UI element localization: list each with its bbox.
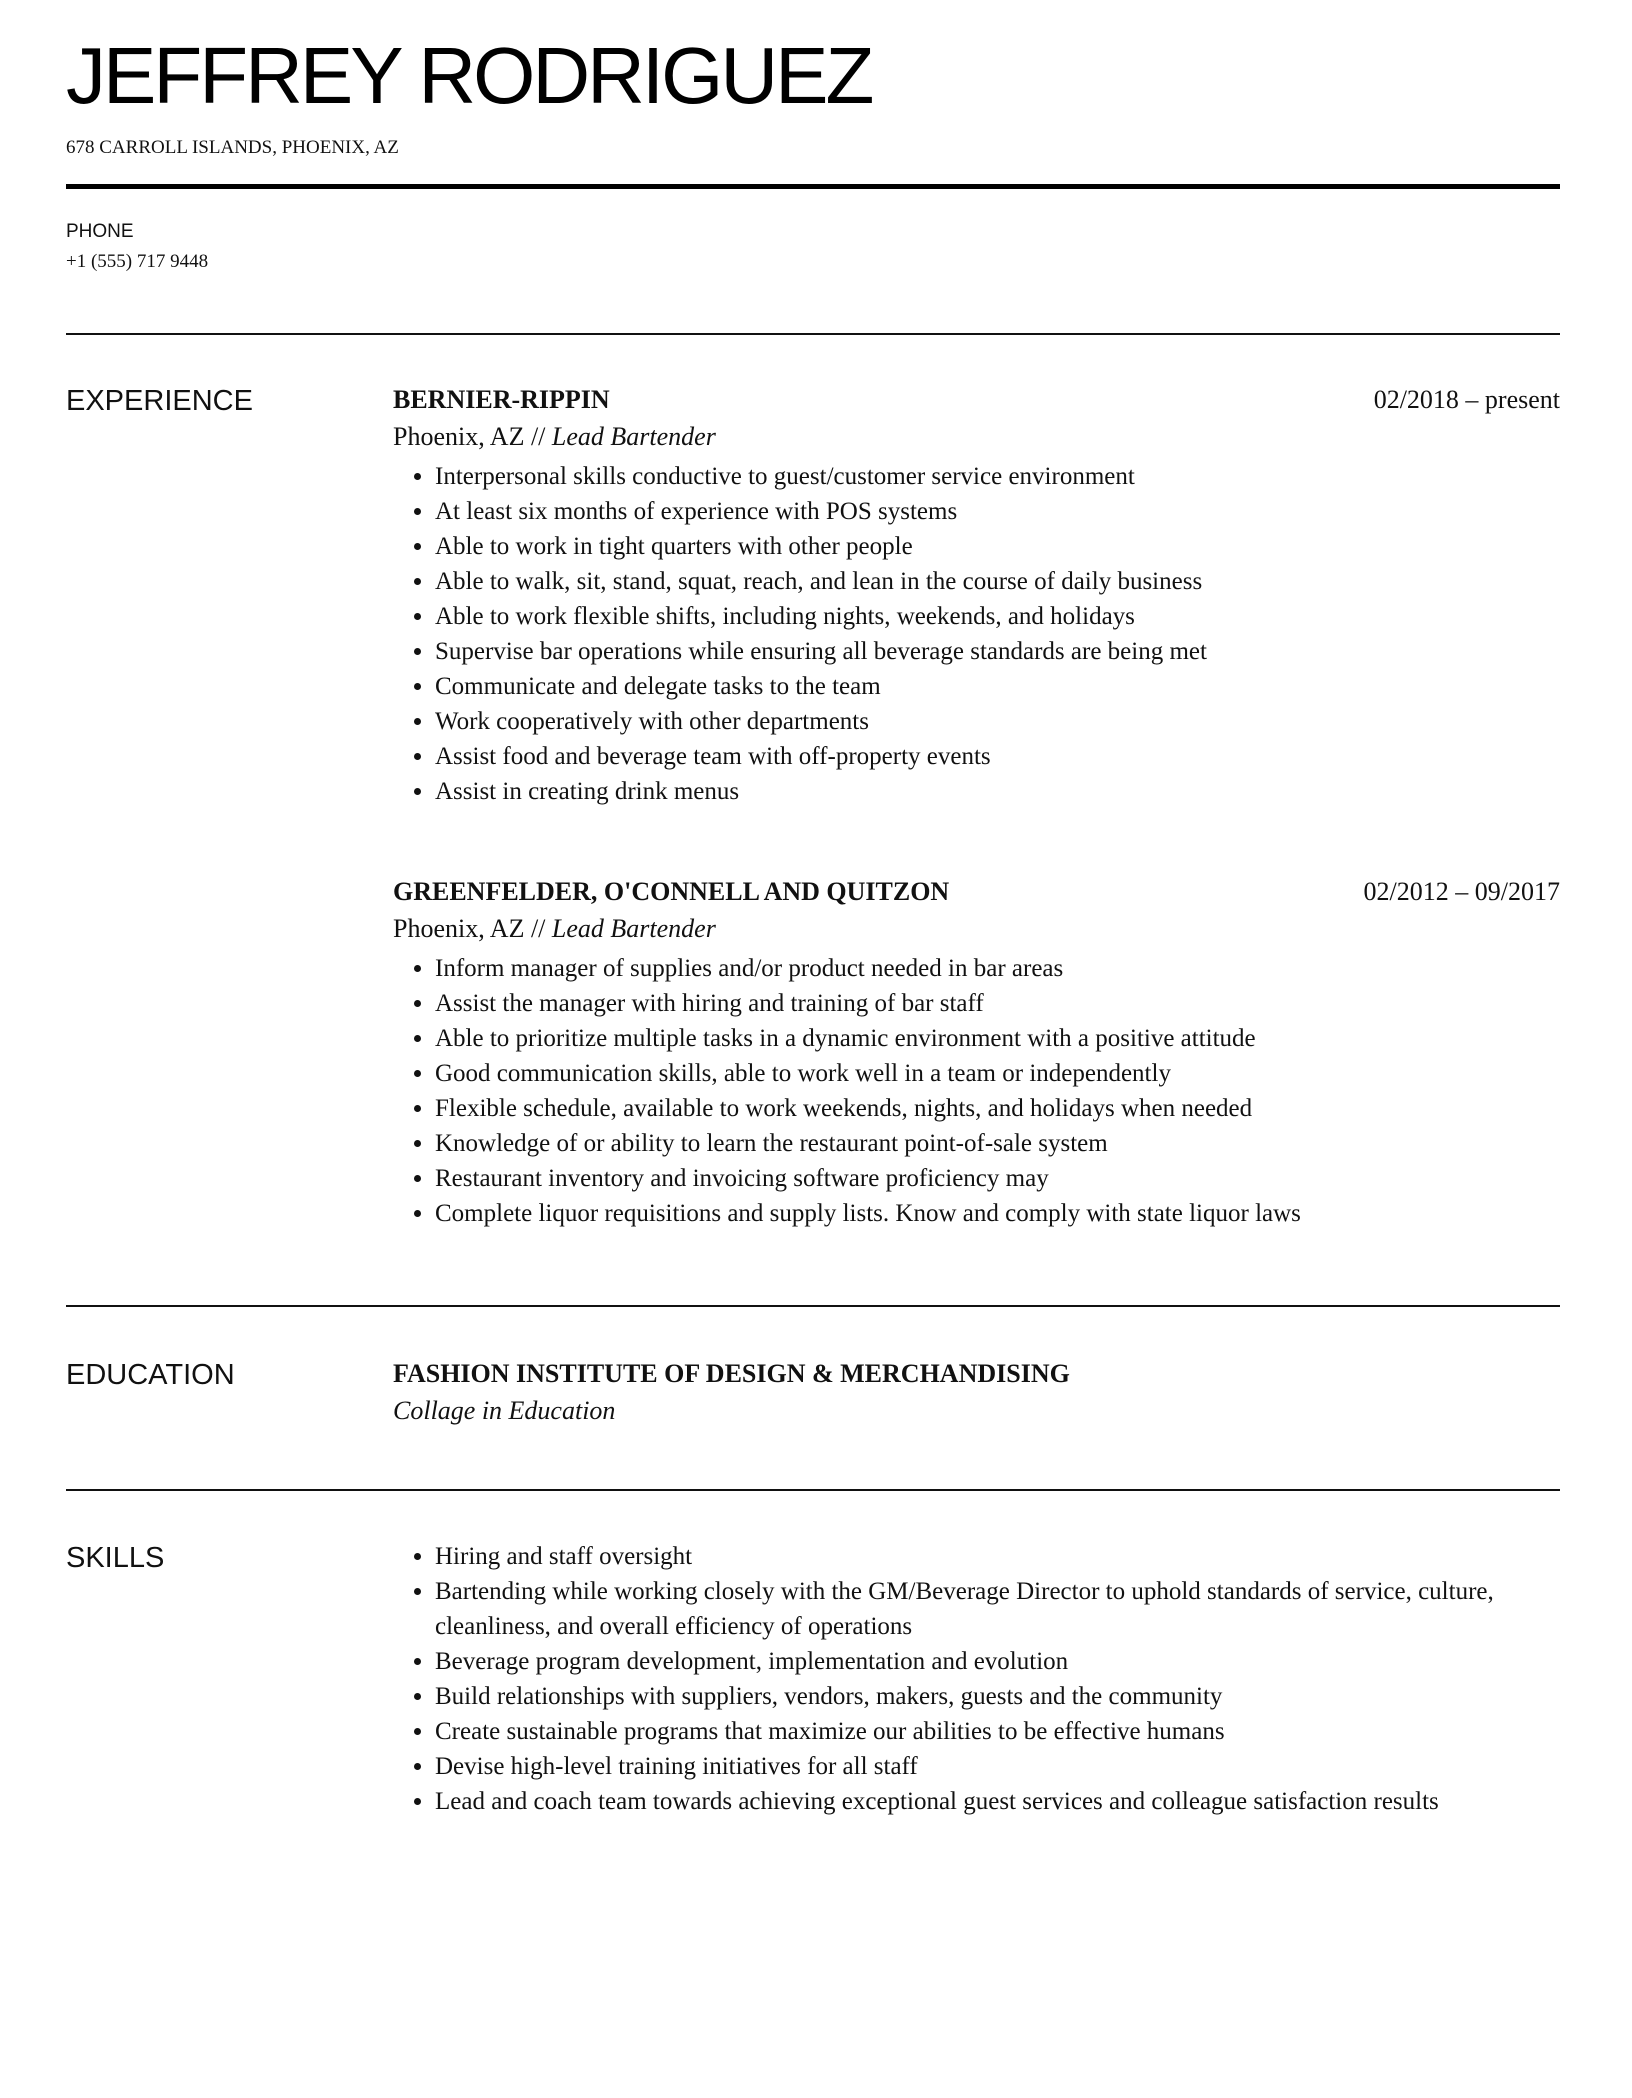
bullet-item: • Restaurant inventory and invoicing software proficiency may [435,1161,1560,1196]
divider [66,1489,1560,1491]
job-header [393,874,1560,909]
skills-section [66,1539,1560,1819]
job-subtitle [393,909,1560,949]
skill-item: • Bartending while working closely with the GM/Beverage Director to uphold standards of service, culture, cleanliness, and overall efficiency of operations [435,1574,1560,1644]
job-header [393,382,1560,417]
resume [66,0,1560,1819]
bullet-item: • Able to work flexible shifts, including nights, weekends, and holidays [435,599,1560,634]
school-name: FASHION INSTITUTE OF DESIGN & MERCHANDISING [393,1359,1070,1388]
company-name: BERNIER-RIPPIN [393,385,610,414]
separator: // [530,422,546,451]
bullet-item: • Assist the manager with hiring and training of bar staff [435,986,1560,1021]
skill-item: • Beverage program development, implementation and evolution [435,1644,1560,1679]
job-role: Lead Bartender [551,422,716,451]
divider [66,333,1560,335]
job-entry [393,382,1560,809]
bullet-item: • Flexible schedule, available to work weekends, nights, and holidays when needed [435,1091,1560,1126]
bullet-item: • Able to prioritize multiple tasks in a dynamic environment with a positive attitude [435,1021,1560,1056]
address: 678 CARROLL ISLANDS, PHOENIX, AZ [66,137,399,158]
section-title: EDUCATION [66,1359,235,1391]
jobs-list [393,382,1560,1231]
job-dates: 02/2018 – present [1373,385,1560,414]
skill-item: • Devise high-level training initiatives for all staff [435,1749,1560,1784]
header-divider [66,184,1560,189]
bullet-item: • Supervise bar operations while ensuring all beverage standards are being met [435,634,1560,669]
section-title: SKILLS [66,1542,165,1574]
company-name: GREENFELDER, O'CONNELL AND QUITZON [393,877,950,906]
bullet-item: • Inform manager of supplies and/or product needed in bar areas [435,951,1560,986]
bullet-item: • Interpersonal skills conductive to guest/customer service environment [435,459,1560,494]
job-bullets [393,459,1560,809]
skill-item: • Lead and coach team towards achieving exceptional guest services and colleague satisfaction results [435,1784,1560,1819]
bullet-item: • At least six months of experience with POS systems [435,494,1560,529]
skills-list [393,1539,1560,1819]
bullet-item: • Able to work in tight quarters with other people [435,529,1560,564]
job-entry [393,874,1560,1231]
bullet-item: • Assist food and beverage team with off-property events [435,739,1560,774]
education-section [66,1356,1560,1431]
bullet-item: • Good communication skills, able to work well in a team or independently [435,1056,1560,1091]
skill-item: • Build relationships with suppliers, vendors, makers, guests and the community [435,1679,1560,1714]
job-subtitle [393,417,1560,457]
skill-item: • Create sustainable programs that maximize our abilities to be effective humans [435,1714,1560,1749]
bullet-item: • Communicate and delegate tasks to the team [435,669,1560,704]
section-title: EXPERIENCE [66,385,253,417]
separator: // [530,914,546,943]
job-bullets [393,951,1560,1231]
bullet-item: • Work cooperatively with other departments [435,704,1560,739]
experience-section [66,382,1560,1231]
bullet-item: • Complete liquor requisitions and supply lists. Know and comply with state liquor laws [435,1196,1560,1231]
phone-label: PHONE [66,221,134,242]
degree: Collage in Education [393,1396,616,1425]
bullet-item: • Knowledge of or ability to learn the restaurant point-of-sale system [435,1126,1560,1161]
job-dates: 02/2012 – 09/2017 [1363,877,1560,906]
phone-number: +1 (555) 717 9448 [66,251,209,272]
divider [66,1305,1560,1307]
job-location: Phoenix, AZ [393,422,525,451]
candidate-name: JEFFREY RODRIGUEZ [66,31,872,120]
job-location: Phoenix, AZ [393,914,525,943]
bullet-item: • Assist in creating drink menus [435,774,1560,809]
skill-item: • Hiring and staff oversight [435,1539,1560,1574]
job-role: Lead Bartender [551,914,716,943]
bullet-item: • Able to walk, sit, stand, squat, reach, and lean in the course of daily business [435,564,1560,599]
